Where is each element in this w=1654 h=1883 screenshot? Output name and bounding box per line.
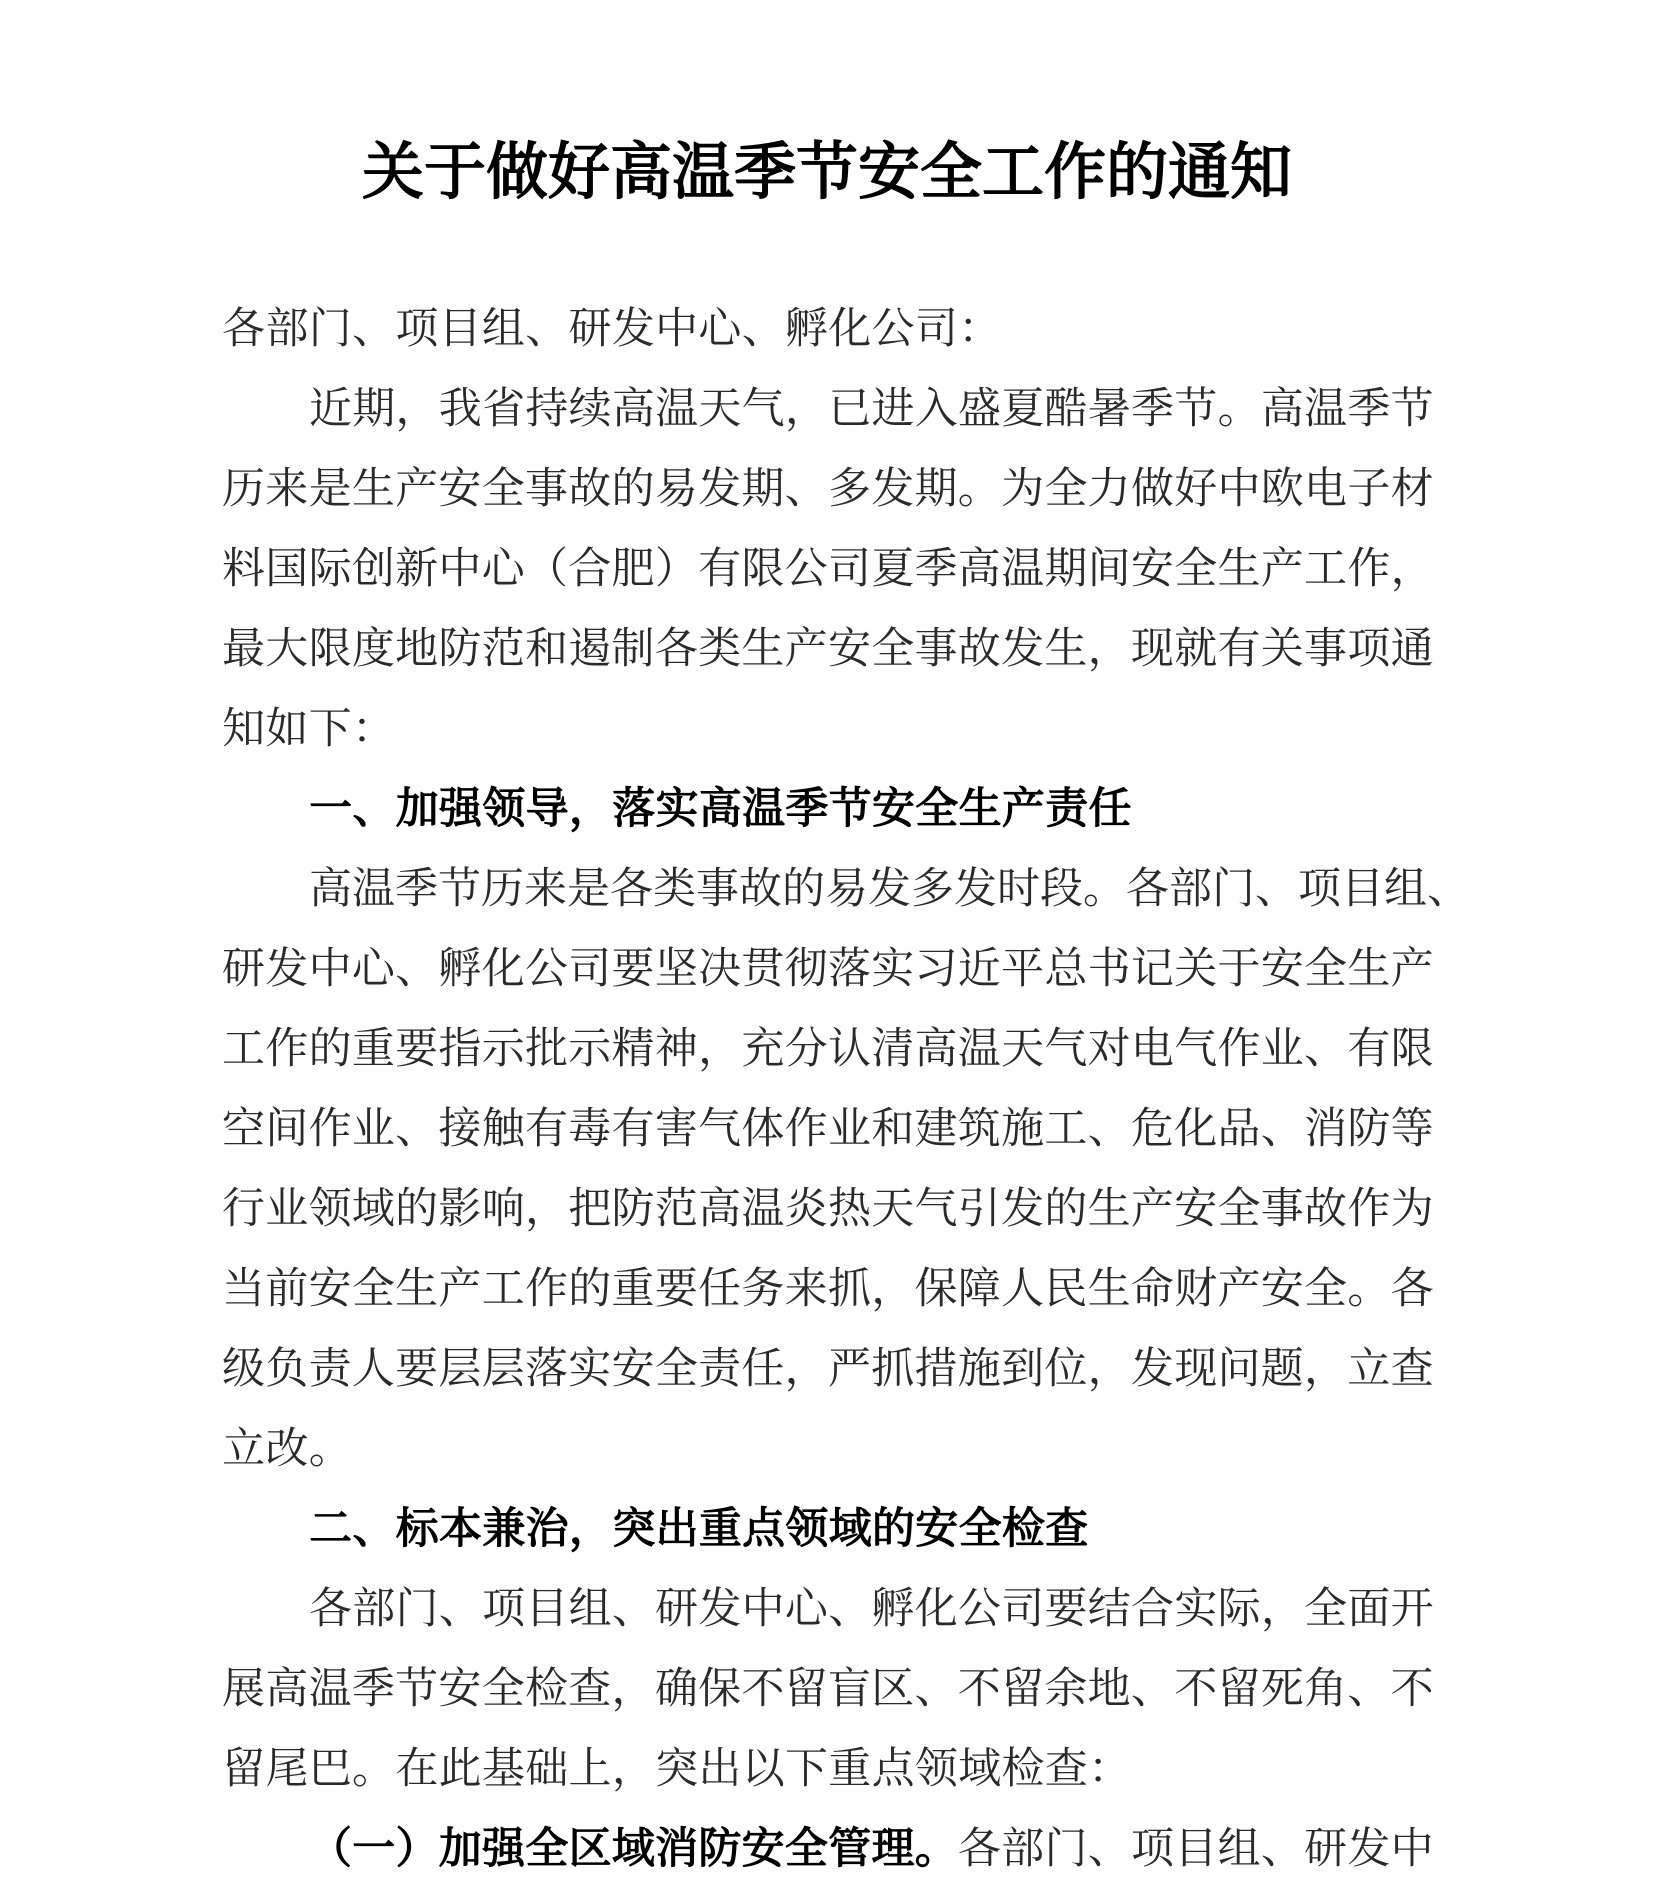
document-line: 高 温 季 节 历 来 是 各 类 事 故 的 易 发 多 发 时 段 。 各 部 门 、 项 目 组 、 <box>309 865 1470 913</box>
document-line: 立 改 。 <box>222 1425 352 1473</box>
document-line: 近 期 ， 我 省 持 续 高 温 天 气 ， 已 进 入 盛 夏 酷 暑 季 节 。 高 温 季 节 <box>309 385 1434 433</box>
document-line: 各 部 门 、 项 目 组 、 研 发 中 心 、 孵 化 公 司 要 结 合 实 际 ， 全 面 开 <box>309 1585 1434 1633</box>
document-line: 料 国 际 创 新 中 心 （ 合 肥 ） 有 限 公 司 夏 季 高 温 期 间 安 全 生 产 工 作 ， <box>222 545 1434 593</box>
document-line: 行 业 领 域 的 影 响 ， 把 防 范 高 温 炎 热 天 气 引 发 的 生 产 安 全 事 故 作 为 <box>222 1185 1434 1233</box>
document-line: 知 如 下 ： <box>222 705 396 753</box>
document-line: 当 前 安 全 生 产 工 作 的 重 要 任 务 来 抓 ， 保 障 人 民 生 命 财 产 安 全 。 各 <box>222 1265 1434 1313</box>
document-line: 历 来 是 生 产 安 全 事 故 的 易 发 期 、 多 发 期 。 为 全 力 做 好 中 欧 电 子 材 <box>222 465 1434 513</box>
document-line: 空 间 作 业 、 接 触 有 毒 有 害 气 体 作 业 和 建 筑 施 工 、 危 化 品 、 消 防 等 <box>222 1105 1434 1153</box>
document-line: 研 发 中 心 、 孵 化 公 司 要 坚 决 贯 彻 落 实 习 近 平 总 书 记 关 于 安 全 生 产 <box>222 945 1434 993</box>
document-line: 留 尾 巴 。 在 此 基 础 上 ， 突 出 以 下 重 点 领 域 检 查 ： <box>222 1745 1132 1793</box>
document-line: 展 高 温 季 节 安 全 检 查 ， 确 保 不 留 盲 区 、 不 留 余 地 、 不 留 死 角 、 不 <box>222 1665 1434 1713</box>
document-line: 级 负 责 人 要 层 层 落 实 安 全 责 任 ， 严 抓 措 施 到 位 ， 发 现 问 题 ， 立 查 <box>222 1345 1434 1393</box>
section-heading: 一 、 加 强 领 导 ， 落 实 高 温 季 节 安 全 生 产 责 任 <box>309 784 1132 833</box>
document-title: 关 于 做 好 高 温 季 节 安 全 工 作 的 通 知 <box>362 138 1293 207</box>
document-line: 各 部 门 、 项 目 组 、 研 发 中 心 、 孵 化 公 司 ： <box>222 305 1002 353</box>
document-line: 工 作 的 重 要 指 示 批 示 精 神 ， 充 分 认 清 高 温 天 气 对 电 气 作 业 、 有 限 <box>222 1025 1434 1073</box>
document-line: （ 一 ） 加 强 全 区 域 消 防 安 全 管 理 。 各 部 门 、 项 目 组 、 研 发 中 <box>309 1825 1434 1873</box>
document-body <box>0 285 1654 1883</box>
document-line: 最 大 限 度 地 防 范 和 遏 制 各 类 生 产 安 全 事 故 发 生 ， 现 就 有 关 事 项 通 <box>222 625 1434 673</box>
section-heading: 二 、 标 本 兼 治 ， 突 出 重 点 领 域 的 安 全 检 查 <box>309 1504 1089 1553</box>
